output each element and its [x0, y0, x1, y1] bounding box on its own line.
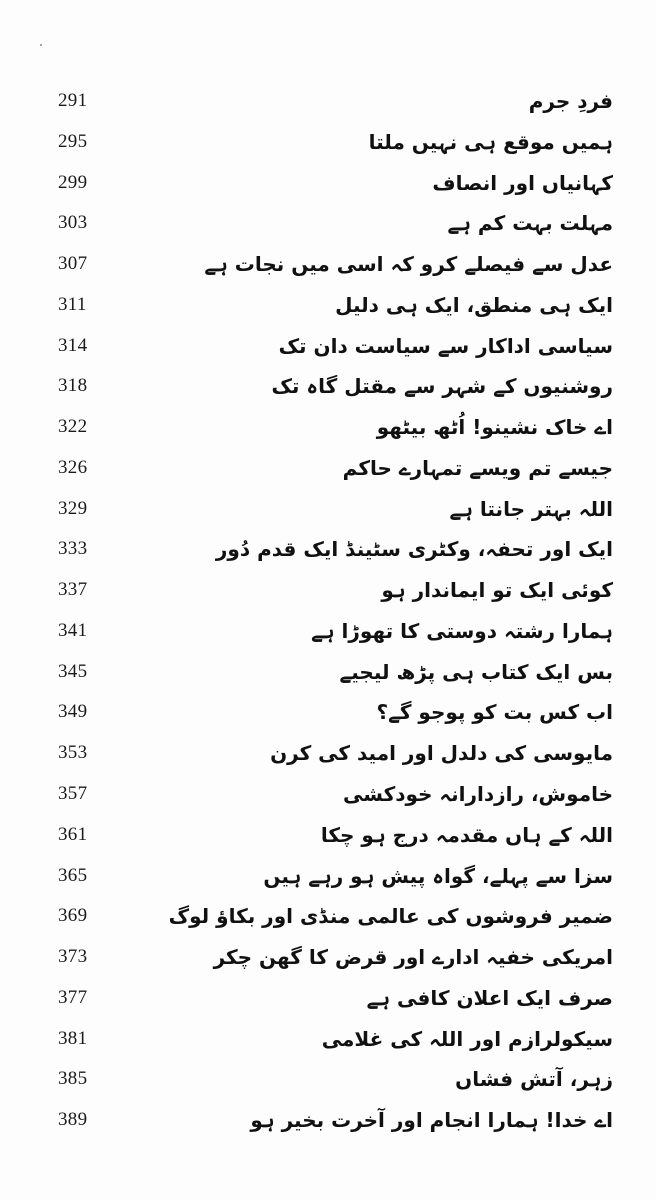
toc-entry	[58, 494, 613, 535]
toc-page-number: 377	[58, 986, 88, 1008]
toc-page-number: 349	[58, 701, 88, 723]
toc-title: ایک اور تحفہ، وکٹری سٹینڈ ایک قدم دُور	[215, 537, 613, 562]
toc-title: سیکولرازم اور اللہ کی غلامی	[321, 1026, 613, 1051]
toc-title: زہر، آتش فشاں	[455, 1067, 613, 1092]
toc-title: سزا سے پہلے، گواہ پیش ہو رہے ہیں	[263, 863, 613, 888]
toc-title: سیاسی اداکار سے سیاست دان تک	[278, 333, 613, 358]
toc-entry	[58, 779, 613, 820]
toc-title: امریکی خفیہ ادارے اور قرض کا گھن چکر	[213, 945, 613, 970]
toc-page-number: 353	[58, 742, 88, 764]
toc-entry	[58, 412, 613, 453]
toc-entry	[58, 371, 613, 412]
toc-page-number: 341	[58, 619, 88, 641]
toc-title: کوئی ایک تو ایماندار ہو	[381, 578, 613, 603]
toc-entry	[58, 249, 613, 290]
toc-entry	[58, 575, 613, 616]
toc-title: ہمیں موقع ہی نہیں ملتا	[368, 129, 613, 154]
toc-title: ہمارا رشتہ دوستی کا تھوڑا ہے	[311, 618, 613, 643]
toc-title: عدل سے فیصلے کرو کہ اسی میں نجات ہے	[204, 252, 613, 277]
toc-page-number: 291	[58, 90, 88, 111]
toc-title: مایوسی کی دلدل اور امید کی کرن	[270, 741, 613, 766]
paper-speck	[40, 44, 42, 46]
toc-entry	[58, 453, 613, 494]
toc-page-number: 369	[58, 905, 88, 927]
toc-page-number: 333	[58, 538, 88, 560]
toc-page-number: 329	[58, 497, 88, 519]
toc-page-number: 389	[58, 1109, 88, 1131]
toc-entry	[58, 86, 613, 127]
toc-entry	[58, 657, 613, 698]
toc-page-number: 295	[58, 130, 88, 152]
toc-title: خاموش، رازدارانہ خودکشی	[343, 782, 613, 807]
toc-page-number: 303	[58, 212, 88, 234]
toc-entry	[58, 983, 613, 1024]
toc-title: اللہ بہتر جانتا ہے	[449, 496, 613, 521]
toc-page-number: 307	[58, 253, 88, 275]
toc-entry	[58, 127, 613, 168]
toc-page-number: 318	[58, 375, 88, 397]
toc-entry	[58, 1024, 613, 1065]
toc-entry	[58, 1064, 613, 1105]
toc-page-number: 311	[58, 293, 87, 315]
toc-title: صرف ایک اعلان کافی ہے	[366, 985, 613, 1010]
toc-title: ضمیر فروشوں کی عالمی منڈی اور بکاؤ لوگ	[168, 904, 613, 929]
toc-title: جیسے تم ویسے تمہارے حاکم	[342, 455, 613, 480]
toc-page-number: 361	[58, 823, 88, 845]
toc-page-number: 373	[58, 946, 88, 968]
toc-title: فردِ جرم	[528, 89, 613, 113]
toc-entry	[58, 534, 613, 575]
toc-entry	[58, 697, 613, 738]
toc-title: روشنیوں کے شہر سے مقتل گاہ تک	[271, 374, 613, 399]
toc-title: مہلت بہت کم ہے	[447, 211, 613, 236]
toc-page-number: 322	[58, 416, 88, 438]
table-of-contents	[58, 86, 613, 1146]
toc-page-number: 337	[58, 579, 88, 601]
toc-title: بس ایک کتاب ہی پڑھ لیجیے	[339, 659, 613, 684]
toc-title: اے خدا! ہمارا انجام اور آخرت بخیر ہو	[250, 1108, 613, 1133]
toc-page-number: 385	[58, 1068, 88, 1090]
toc-title: اے خاک نشینو! اُٹھ بیٹھو	[376, 415, 613, 440]
toc-page-number: 345	[58, 660, 88, 682]
toc-title: اب کس بت کو پوجو گے؟	[376, 700, 613, 725]
toc-title: کہانیاں اور انصاف	[432, 170, 613, 195]
toc-page-number: 299	[58, 171, 88, 193]
toc-entry	[58, 616, 613, 657]
toc-entry	[58, 738, 613, 779]
toc-title: اللہ کے ہاں مقدمہ درج ہو چکا	[320, 822, 613, 847]
toc-entry	[58, 861, 613, 902]
toc-title: ایک ہی منطق، ایک ہی دلیل	[335, 292, 613, 317]
toc-entry	[58, 208, 613, 249]
toc-entry	[58, 331, 613, 372]
toc-page-number: 381	[58, 1027, 88, 1049]
toc-page-number: 357	[58, 783, 88, 805]
toc-entry	[58, 901, 613, 942]
toc-entry	[58, 1105, 613, 1146]
toc-page-number: 365	[58, 864, 88, 886]
toc-entry	[58, 820, 613, 861]
toc-entry	[58, 942, 613, 983]
toc-page-number: 326	[58, 456, 88, 478]
toc-entry	[58, 168, 613, 209]
toc-page-number: 314	[58, 334, 88, 356]
toc-entry	[58, 290, 613, 331]
